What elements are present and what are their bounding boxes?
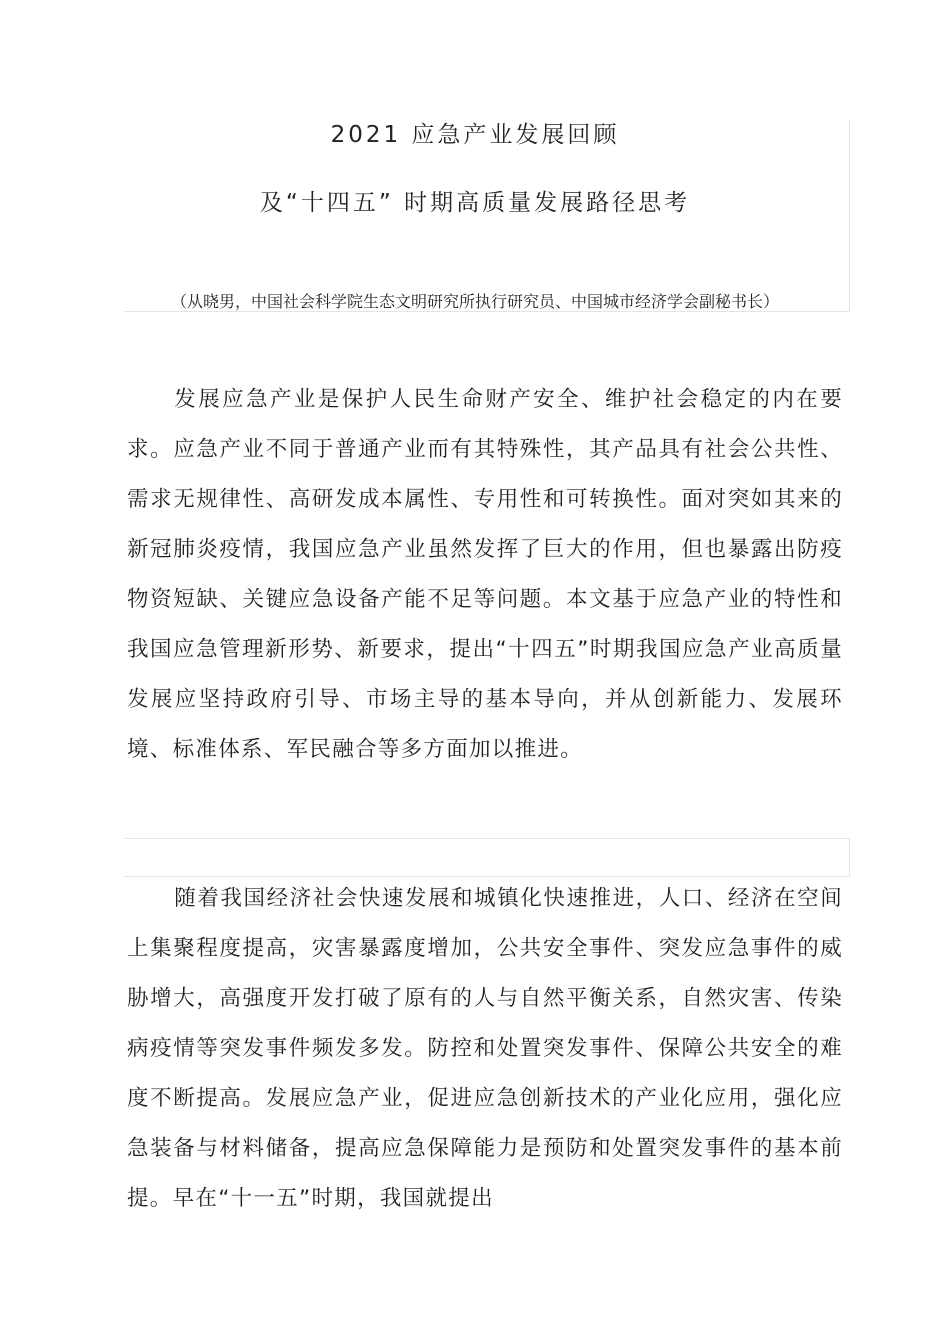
document-title-line-2: 及“十四五” 时期高质量发展路径思考 — [259, 190, 691, 216]
frame-divider — [124, 838, 850, 839]
frame-divider — [849, 838, 850, 876]
frame-divider — [849, 120, 850, 312]
author-note: （从晓男，中国社会科学院生态文明研究所执行研究员、中国城市经济学会副秘书长） — [170, 292, 779, 311]
body-paragraph-2: 随着我国经济社会快速发展和城镇化快速推进，人口、经济在空间上集聚程度提高，灾害暴露度增加，公共安全事件、突发应急事件的威胁增大，高强度开发打破了原有的人与自然平衡关系，自然灾害、传染病疫情等突发事件频发多发。防控和处置突发事件、保障公共安全的难度不断提高。发展应急产业，促进应急创新技术的产业化应用，强化应急装备与材料储备，提高应急保障能力是预防和处置突发事件的基本前提。早在“十一五”时期，我国就提出 — [127, 886, 843, 1211]
body-paragraph-1: 发展应急产业是保护人民生命财产安全、维护社会稳定的内在要求。应急产业不同于普通产业而有其特殊性，其产品具有社会公共性、需求无规律性、高研发成本属性、专用性和可转换性。面对突如其来的新冠肺炎疫情，我国应急产业虽然发挥了巨大的作用，但也暴露出防疫物资短缺、关键应急设备产能不足等问题。本文基于应急产业的特性和我国应急管理新形势、新要求，提出“十四五”时期我国应急产业高质量发展应坚持政府引导、市场主导的基本导向，并从创新能力、发展环境、标准体系、军民融合等多方面加以推进。 — [127, 387, 843, 762]
frame-divider — [124, 311, 850, 312]
document-title-line-1: 2021 应急产业发展回顾 — [330, 122, 620, 148]
